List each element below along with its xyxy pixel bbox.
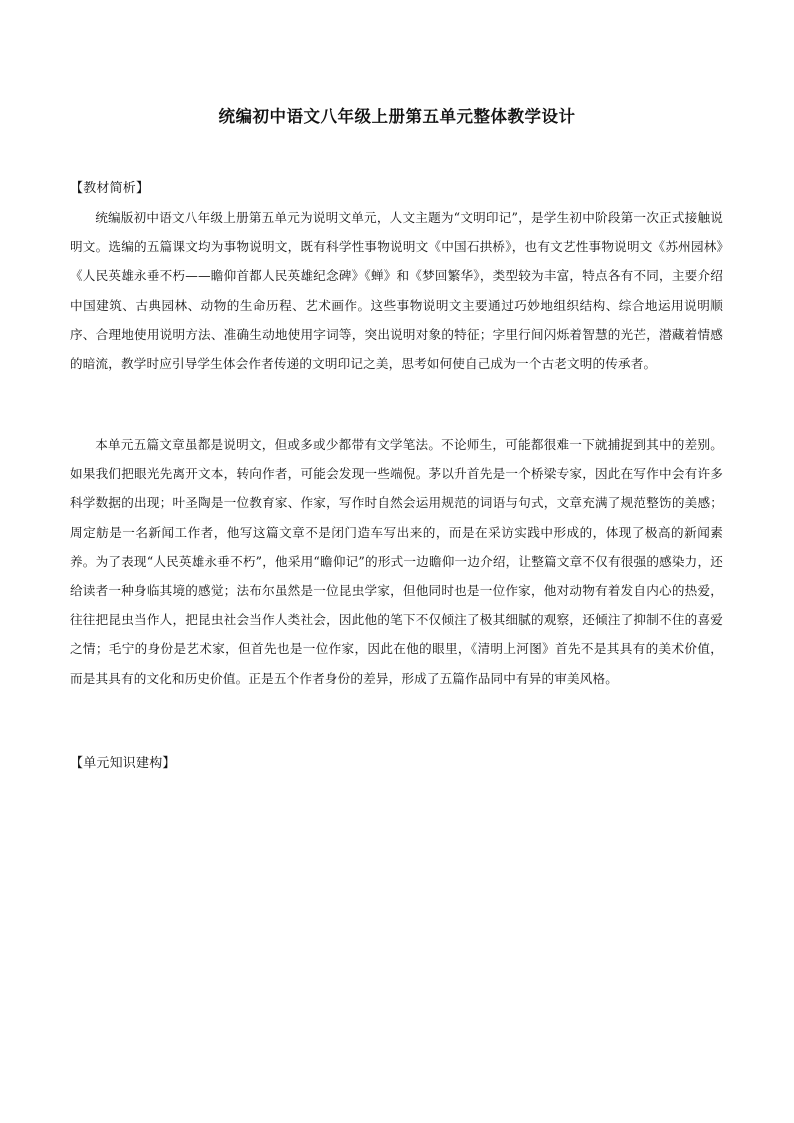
section-heading-textbook-analysis: 【教材简析】 (70, 181, 150, 196)
section-heading-unit-knowledge: 【单元知识建构】 (70, 756, 176, 771)
paragraph-textbook-analysis-2: 本单元五篇文章虽都是说明文，但或多或少都带有文学笔法。不论师生，可能都很难一下就捕捉到其中的差别。如果我们把眼光先离开文本，转向作者，可能会发现一些端倪。茅以升首先是一个桥梁专家，因此在写作中会有许多科学数据的出现；叶圣陶是一位教育家、作家，写作时自然会运用规范的词语与句式，文章充满了规范整饬的美感；周定舫是一名新闻工作者，他写这篇文章不是闭门造车写出来的，而是在采访实践中形成的，体现了极高的新闻素养。为了表现“人民英雄永垂不朽”，他采用“瞻仰记”的形式一边瞻仰一边介绍，让整篇文章不仅有很强的感染力，还给读者一种身临其境的感觉；法布尔虽然是一位昆虫学家，但他同时也是一位作家，他对动物有着发自内心的热爱，往往把昆虫当作人，把昆虫社会当作人类社会，因此他的笔下不仅倾注了极其细腻的观察，还倾注了抑制不住的喜爱之情；毛宁的身份是艺术家，但首先也是一位作家，因此在他的眼里，《清明上河图》首先不是其具有的美术价值，而是其具有的文化和历史价值。正是五个作者身份的差异，形成了五篇作品同中有异的审美风格。 (70, 437, 723, 686)
paragraph-textbook-analysis-1: 统编版初中语文八年级上册第五单元为说明文单元，人文主题为“文明印记”，是学生初中阶段第一次正式接触说明文。选编的五篇课文均为事物说明文，既有科学性事物说明文《中国石拱桥》，也有文艺性事物说明文《苏州园林》《人民英雄永垂不朽——瞻仰首都人民英雄纪念碑》《蝉》和《梦回繁华》，类型较为丰富，特点各有不同，主要介绍中国建筑、古典园林、动物的生命历程、艺术画作。这些事物说明文主要通过巧妙地组织结构、综合地运用说明顺序、合理地使用说明方法、准确生动地使用字词等，突出说明对象的特征；字里行间闪烁着智慧的光芒，潜藏着情感的暗流，教学时应引导学生体会作者传递的文明印记之美，思考如何使自己成为一个古老文明的传承者。 (70, 210, 723, 372)
document-title: 统编初中语文八年级上册第五单元整体教学设计 (218, 107, 576, 126)
